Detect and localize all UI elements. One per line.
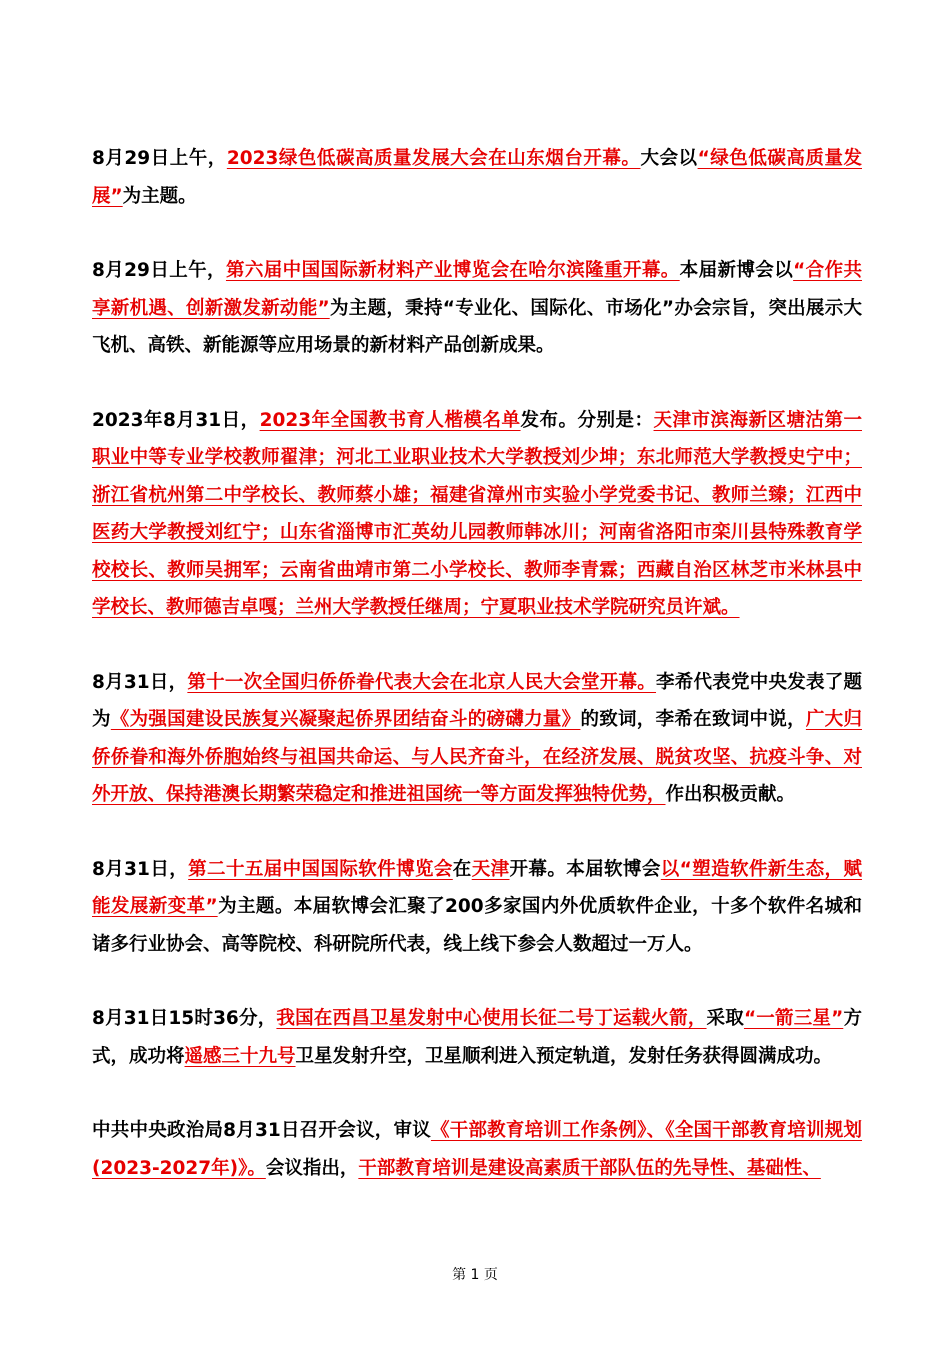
highlighted-text: 第十一次全国归侨侨眷代表大会在北京人民大会堂开幕。 <box>187 671 657 693</box>
highlighted-text: 广大归侨侨眷和海外侨胞始终与祖国共命运、与人民齐奋斗，在经济发展、脱贫攻坚、抗疫斗争、对外开放、保持港澳长期繁荣稳定和推进祖国统一等方面发挥独特优势， <box>92 709 862 805</box>
body-text: 为主题。本届软博会汇聚了200多家国内外优质软件企业，十多个软件名城和诸多行业协会、高等院校、科研院所代表，线上线下参会人数超过一万人。 <box>92 896 862 955</box>
news-paragraph <box>92 252 862 365</box>
highlighted-text: “一箭三星” <box>743 1008 844 1029</box>
body-text: 大会以 <box>640 148 698 169</box>
news-paragraph <box>92 664 862 814</box>
highlighted-text: 干部教育培训是建设高素质干部队伍的先导性、基础性、 <box>358 1157 821 1179</box>
highlighted-text: 以“塑造软件新生态，赋能发展新变革” <box>92 858 862 917</box>
body-text: 作出积极贡献。 <box>665 784 796 805</box>
body-text: 采取 <box>706 1008 744 1029</box>
news-paragraph <box>92 1000 862 1075</box>
news-paragraph <box>92 1112 862 1187</box>
highlighted-text: “绿色低碳高质量发展” <box>92 148 862 207</box>
body-text: 开幕。本届软博会 <box>509 858 661 880</box>
highlighted-text: 2023年全国教书育人楷模名单 <box>259 409 521 431</box>
body-text: 发布。分别是： <box>520 409 654 431</box>
body-text: 李希代表党中央发表了题为 <box>92 671 862 730</box>
news-paragraph <box>92 140 862 215</box>
news-paragraph <box>92 402 862 627</box>
highlighted-text: 第二十五届中国国际软件博览会 <box>188 858 453 880</box>
body-text: 中共中央政治局8月31日召开会议，审议 <box>92 1120 431 1141</box>
highlighted-text: 天津 <box>471 858 510 880</box>
body-text: 为主题。 <box>122 185 197 207</box>
body-text: 8月29日上午， <box>92 260 226 281</box>
highlighted-text: 遥感三十九号 <box>184 1045 296 1067</box>
body-text: 2023年8月31日， <box>92 409 260 431</box>
body-text: 8月31日15时36分， <box>92 1008 277 1029</box>
page-number: 第 1 页 <box>452 1267 498 1283</box>
body-text: 在 <box>452 858 472 880</box>
news-paragraph <box>92 851 862 964</box>
highlighted-text: 《干部教育培训工作条例》、《全国干部教育培训规划(2023-2027年)》。 <box>92 1120 862 1179</box>
highlighted-text: 2023绿色低碳高质量发展大会在山东烟台开幕。 <box>226 148 641 169</box>
body-text: 卫星发射升空，卫星顺利进入预定轨道，发射任务获得圆满成功。 <box>295 1045 833 1067</box>
highlighted-text: 天津市滨海新区塘沽第一职业中等专业学校教师翟津；河北工业职业技术大学教授刘少坤；东北师范大学教授史宁中；浙江省杭州第二中学校长、教师蔡小雄；福建省漳州市实验小学党委书记、教师兰臻；江西中医药大学教授刘红宁；山东省淄博市汇英幼儿园教师韩冰川；河南省洛阳市栾川县特殊教育学校校长、教师吴拥军；云南省曲靖市第二小学校长、教师李青霖；西藏自治区林芝市米林县中学校长、教师德吉卓嘎；兰州大学教授任继周；宁夏职业技术学院研究员许斌。 <box>92 409 862 618</box>
body-text: 8月29日上午， <box>92 148 227 169</box>
body-text: 为主题，秉持“专业化、国际化、市场化”办会宗旨，突出展示大飞机、高铁、新能源等应用场景的新材料产品创新成果。 <box>92 297 862 356</box>
body-text: 8月31日， <box>92 671 188 693</box>
highlighted-text: 《为强国建设民族复兴凝聚起侨界团结奋斗的磅礴力量》 <box>110 709 581 730</box>
highlighted-text: “合作共享新机遇、创新激发新动能” <box>92 260 862 319</box>
body-text: 会议指出， <box>265 1157 359 1179</box>
highlighted-text: 第六届中国国际新材料产业博览会在哈尔滨隆重开幕。 <box>225 260 680 281</box>
body-text: 8月31日， <box>92 858 189 880</box>
body-text: 本届新博会以 <box>679 260 794 281</box>
body-text: 方式，成功将 <box>92 1008 862 1067</box>
highlighted-text: 我国在西昌卫星发射中心使用长征二号丁运载火箭， <box>276 1008 707 1029</box>
document-body <box>92 140 862 1224</box>
body-text: 的致词，李希在致词中说， <box>580 709 806 730</box>
